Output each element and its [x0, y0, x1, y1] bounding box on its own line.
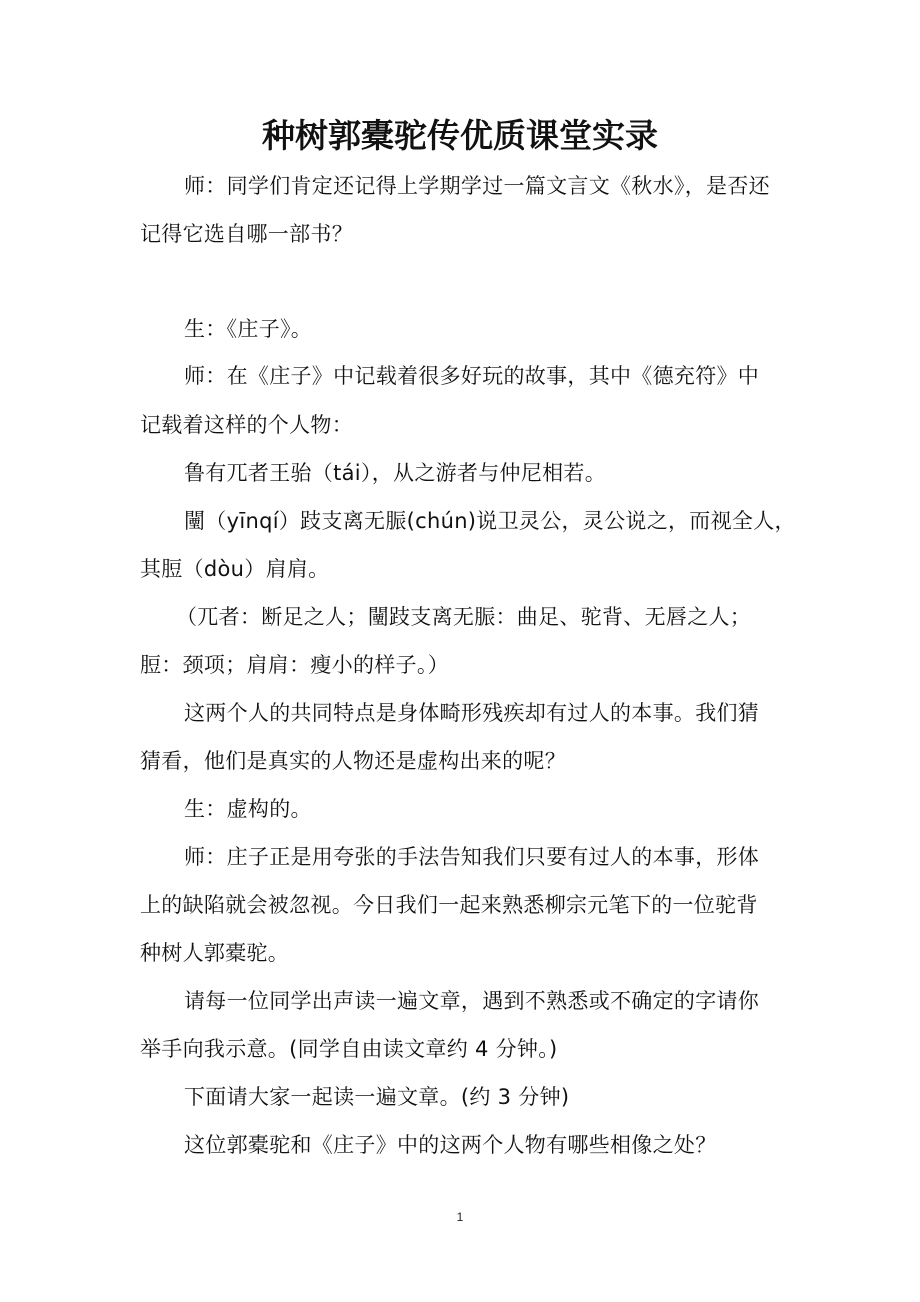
paragraph-line: 举手向我示意。(同学自由读文章约 4 分钟。) [140, 1037, 558, 1061]
paragraph-line: 这两个人的共同特点是身体畸形残疾却有过人的本事。我们猜 [184, 701, 760, 725]
paragraph-line: 种树人郭橐驼。 [140, 941, 290, 965]
paragraph-line: 记载着这样的个人物： [140, 413, 353, 437]
paragraph-line: 脰：颈项；肩肩：瘦小的样子。） [140, 653, 449, 677]
paragraph-line: 闉（yīnqí）跂支离无脤(chún)说卫灵公，灵公说之，而视全人， [184, 509, 796, 533]
paragraph-line: 师：在《庄子》中记载着很多好玩的故事，其中《德充符》中 [184, 364, 760, 388]
paragraph-line: 师：庄子正是用夸张的手法告知我们只要有过人的本事，形体 [184, 845, 760, 869]
paragraph-line: 猜看，他们是真实的人物还是虚构出来的呢？ [140, 749, 566, 773]
paragraph-line: 生：虚构的。 [184, 797, 312, 821]
paragraph-line: 下面请大家一起读一遍文章。(约 3 分钟) [184, 1085, 570, 1109]
page-number: 1 [456, 1210, 464, 1224]
paragraph-line: 请每一位同学出声读一遍文章，遇到不熟悉或不确定的字请你 [184, 989, 760, 1013]
paragraph-line: （兀者：断足之人；闉跂支离无脤：曲足、驼背、无唇之人； [176, 605, 752, 629]
paragraph-line: 师：同学们肯定还记得上学期学过一篇文言文《秋水》，是否还 [184, 174, 770, 198]
paragraph-line: 记得它选自哪一部书？ [140, 222, 353, 246]
document-title: 种树郭橐驼传优质课堂实录 [262, 116, 658, 155]
paragraph-line: 生：《庄子》。 [184, 317, 313, 341]
paragraph-line: 其脰（dòu）肩肩。 [140, 557, 330, 581]
paragraph-line: 上的缺陷就会被忽视。今日我们一起来熟悉柳宗元笔下的一位驼背 [140, 893, 758, 917]
paragraph-line: 鲁有兀者王骀（tái），从之游者与仲尼相若。 [184, 461, 607, 485]
paragraph-line: 这位郭橐驼和《庄子》中的这两个人物有哪些相像之处？ [184, 1133, 717, 1157]
